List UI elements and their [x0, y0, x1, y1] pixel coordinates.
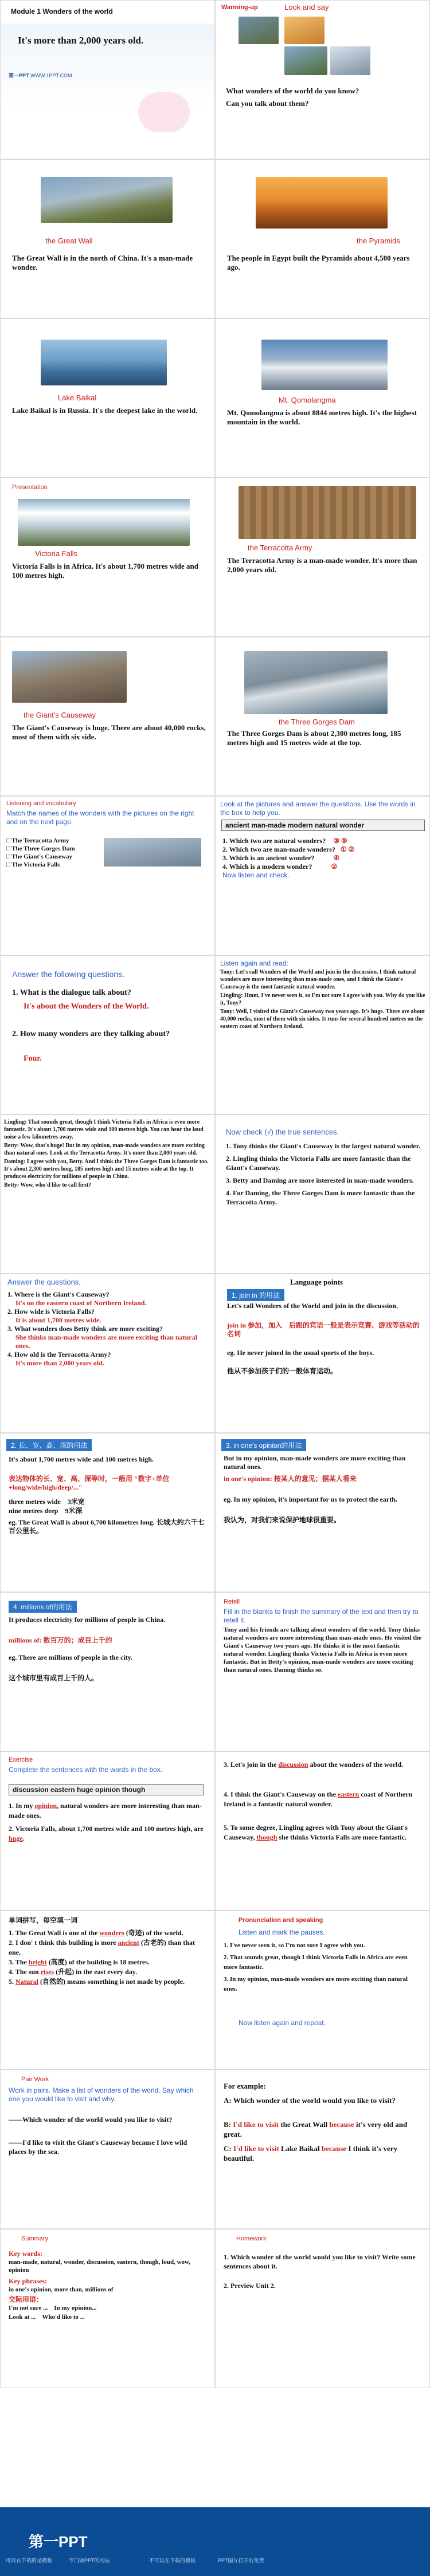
exercise-item-3: 3. Let's join in the discussion about the wonders of the world. — [224, 1760, 404, 1768]
pair-work-instruction: Work in pairs. Make a list of wonders of the world. Say which one you would like to visit and why. — [9, 2086, 194, 2103]
slide-exercise-1 — [0, 1751, 215, 1911]
slide-language-points-2 — [0, 1433, 215, 1592]
listening-tag: Listening and vocabulary — [6, 800, 76, 807]
slide-pair-work — [0, 2070, 215, 2229]
spelling-item: 2. I don' t think this building is more ancient (古老的) than that one. — [9, 1939, 195, 1956]
retell-tag: Retell — [224, 1598, 240, 1605]
slide-great-wall — [0, 159, 215, 318]
exercise-item-2: 2. Victoria Falls, about 1,700 metres wide and 100 metres high, are huge. — [9, 1825, 204, 1842]
join-in-eg: eg. He never joined in the usual sports of the boys. — [227, 1349, 374, 1357]
warming-question-2: Can you talk about them? — [226, 99, 309, 108]
three-gorges-dam-desc: The Three Gorges Dam is about 2,300 metres long, 185 metres high and 15 metres wide at the top. — [227, 729, 401, 747]
opinion-explain: in one's opinion: 按某人的意见；据某人看来 — [224, 1475, 357, 1483]
dimension-tag: 2. 长、宽、高、深的用法 — [6, 1439, 92, 1451]
slide-answer-questions — [0, 955, 215, 1114]
pyramids-label: the Pyramids — [357, 237, 400, 245]
warming-up-tag: Warming-up — [221, 4, 258, 11]
dimension-explain: 表达物体的长、宽、高、深等时，一般用 "数字+单位+long/wide/high/deep/..." — [9, 1475, 170, 1491]
great-wall-image — [41, 177, 173, 223]
slide-language-points-1 — [215, 1274, 430, 1433]
wonder-thumbnail-1 — [239, 17, 279, 44]
question-2: 2. Which two are man-made wonders? ① ② — [222, 845, 355, 853]
slide-retell — [215, 1592, 430, 1751]
question: 3. What wonders does Betty think are more exciting? — [7, 1325, 163, 1333]
millions-eg-cn: 这个城市里有成百上千的人。 — [9, 1674, 99, 1682]
giants-causeway-label: the Giant's Causeway — [24, 711, 96, 719]
dialogue-question-2: 2. How many wonders are they talking about? — [12, 1030, 170, 1038]
join-in-explain: join in 参加，加入 后跟的宾语一般是表示竞赛、游戏等活动的名词 — [227, 1321, 420, 1338]
true-sentence: 1. Tony thinks the Giant's Causeway is the largest natural wonder. — [226, 1142, 420, 1150]
key-phrases: in one's opinion, more than, millions of — [9, 2286, 114, 2293]
join-in-tag: 1. join in 的用法 — [227, 1289, 284, 1301]
answer: It is about 1,700 metres wide. — [15, 1316, 101, 1324]
exercise-instruction: Complete the sentences with the words in the box. — [9, 1766, 163, 1774]
module-label: Module 1 Wonders of the world — [11, 7, 113, 15]
wonder-thumbnail-3 — [284, 46, 327, 75]
example-c: C: I'd like to visit Lake Baikal because I think it's very beautiful. — [224, 2144, 398, 2163]
slide-lake-baikal — [0, 318, 215, 478]
pause-sentence: 1. I've never seen it, so I'm not sure I agree with you. — [224, 1942, 365, 1949]
communication-1: I'm not sure ... In my opinion... — [9, 2305, 97, 2311]
pair-work-tag: Pair Work — [21, 2076, 49, 2083]
retell-instruction: Fill in the blanks to finish the summary of the text and then try to retell it. — [224, 1608, 419, 1624]
slide-language-points-4 — [0, 1592, 215, 1751]
homework-2: 2. Preview Unit 2. — [224, 2282, 276, 2290]
homework-tag: Homework — [236, 2235, 267, 2242]
slide-listen-again — [215, 955, 430, 1114]
true-sentence: 3. Betty and Daming are more interested in man-made wonders. — [226, 1176, 414, 1184]
slide-qomolangma — [215, 318, 430, 478]
spelling-item: 1. The Great Wall is one of the wonders (奇迹) of the world. — [9, 1929, 183, 1937]
lake-baikal-desc: Lake Baikal is in Russia. It's the deepest lake in the world. — [12, 406, 198, 415]
millions-eg: eg. There are millions of people in the city. — [9, 1653, 132, 1661]
opinion-tag: 3. in one's opinion的用法 — [221, 1439, 306, 1451]
victoria-falls-desc: Victoria Falls is in Africa. It's about 1,700 metres wide and 100 metres high. — [12, 562, 198, 580]
giants-causeway-image — [12, 651, 127, 703]
millions-explain: millions of: 数百万的；成百上千的 — [9, 1636, 112, 1644]
three-gorges-dam-label: the Three Gorges Dam — [279, 718, 355, 726]
pair-work-question: ——Which wonder of the world would you like to visit? — [9, 2116, 173, 2124]
join-in-eg-cn: 他从不参加孩子们的一般体育运动。 — [227, 1367, 338, 1375]
footer-caption-2: 专门做PPT的网站 — [69, 2558, 110, 2563]
terracotta-army-label: the Terracotta Army — [248, 543, 312, 552]
pronunciation-title: Pronunciation and speaking — [239, 1917, 323, 1924]
communication-2: Look at ... Who'd like to ... — [9, 2314, 85, 2321]
giants-causeway-desc: The Giant's Causeway is huge. There are about 40,000 rocks, most of them with six side. — [12, 723, 206, 741]
pyramids-image — [256, 177, 388, 229]
example-a: A: Which wonder of the world would you like to visit? — [224, 2096, 396, 2105]
look-answer-instruction: Look at the pictures and answer the questions. Use the words in the box to help you. — [220, 800, 416, 817]
answer: She thinks man-made wonders are more exciting than natural ones. — [15, 1333, 197, 1350]
slide-terracotta-army — [215, 478, 430, 637]
slide-answer-questions-2 — [0, 1274, 215, 1433]
slide-look-answer — [215, 796, 430, 955]
retell-summary: Tony and his friends are talking about wonders of the world. Tony thinks natural wonders are more interesting than man-made ones. He visited the Giant's Causeway two years ago. He thinks it is the most fantastic natural wonder. Lingling thinks Victoria Falls in Africa is even more fantastic. But in Betty's opinion, man-made wonders are more exciting than natural ones. Daming thinks so. — [224, 1626, 421, 1673]
listening-instruction: Match the names of the wonders with the pictures on the right and on the next page. — [6, 809, 194, 826]
victoria-falls-image — [18, 499, 190, 546]
key-phrases-label: Key phrases: — [9, 2277, 47, 2285]
join-in-example: Let's call Wonders of the World and join in the discussion. — [227, 1302, 398, 1310]
match-item: □ The Terracotta Army — [6, 837, 69, 844]
example-b: B: I'd like to visit the Great Wall because it's very old and great. — [224, 2120, 408, 2138]
terracotta-army-image — [239, 486, 416, 539]
dimension-example: It's about 1,700 metres wide and 100 metres high. — [9, 1455, 154, 1463]
look-and-say-header: Look and say — [284, 3, 329, 11]
great-wall-label: the Great Wall — [45, 237, 93, 245]
millions-tag: 4. millions of的用法 — [9, 1601, 77, 1613]
wonder-thumbnail-2 — [284, 17, 325, 44]
spelling-item: 3. The height (高度) of the building is 18 metres. — [9, 1958, 150, 1966]
victoria-falls-label: Victoria Falls — [35, 549, 78, 558]
wonder-thumbnail-4 — [330, 46, 370, 75]
footer-caption-3: 不可以在下载的模板 — [149, 2558, 196, 2563]
match-image — [104, 838, 201, 866]
match-item: □ The Victoria Falls — [6, 861, 60, 868]
answer-questions-title: Answer the following questions. — [12, 970, 125, 979]
dialogue-answer-1: It's about the Wonders of the World. — [24, 1002, 149, 1011]
listen-again-title: Listen again and read: — [220, 959, 288, 967]
footer-caption-4: PPT图片打开后免费 — [218, 2558, 264, 2563]
slide-true-sentences — [215, 1114, 430, 1274]
exercise-tag: Exercise — [9, 1756, 33, 1763]
ppt-logo: 第一PPT WWW.1PPT.COM — [9, 73, 72, 78]
exercise-item-4: 4. I think the Giant's Causeway on the eastern coast of Northern Ireland is a fantastic natural wonder. — [224, 1790, 413, 1808]
spelling-item: 4. The sun rises (升起) in the east every day. — [9, 1968, 138, 1976]
summary-tag: Summary — [21, 2235, 49, 2242]
opinion-eg: eg. In my opinion, it's important for us to protect the earth. — [224, 1495, 397, 1503]
lake-baikal-label: Lake Baikal — [58, 393, 97, 402]
slide-homework — [215, 2229, 430, 2388]
slide-warming-up — [215, 0, 430, 159]
slide-spelling — [0, 1911, 215, 2070]
spelling-item: 5. Natural (自然的) means something is not made by people. — [9, 1978, 185, 1986]
match-item: □ The Three Gorges Dam — [6, 845, 75, 852]
dimension-rule-2: nine metres deep 9米深 — [9, 1507, 83, 1515]
slide-language-points-3 — [215, 1433, 430, 1592]
match-list — [6, 837, 75, 869]
answer-questions-title-2: Answer the questions. — [7, 1278, 81, 1286]
slide-listening-vocab — [0, 796, 215, 955]
dialogue-question-1: 1. What is the dialogue talk about? — [12, 988, 131, 997]
pyramids-desc: The people in Egypt built the Pyramids about 4,500 years ago. — [227, 254, 410, 271]
opinion-example: But in my opinion, man-made wonders are more exciting than natural ones. — [224, 1454, 406, 1471]
qomolangma-label: Mt. Qomolangma — [279, 396, 336, 404]
pair-work-answer: ——I'd like to visit the Giant's Causeway because I love wild places by the sea. — [9, 2138, 187, 2156]
slide-pronunciation — [215, 1911, 430, 2070]
slide-exercise-2 — [215, 1751, 430, 1911]
cartoon-pig-icon — [138, 92, 190, 132]
dialogue-part-1: Tony: Let's call Wonders of the World and join in the discussion. I think natural wonders are more interesting than man-made ones, and I think the Giant's Causeway is the most fantastic natural wonder. Lingling: Hmm, I've never seen it, so I'm not sure I agree with you. Why do you like it, Tony? Tony: Well, I visited the Giant's Causeway two years ago. It's huge. There are about 40,000 rocks, most of them with six sides. It runs for several hundred metres on the eastern coast of Northern Ireland. — [220, 969, 425, 1030]
qomolangma-image — [261, 340, 388, 390]
communication-label: 交际用语： — [9, 2295, 44, 2303]
question: 2. How wide is Victoria Falls? — [7, 1307, 95, 1315]
millions-example: It produces electricity for millions of people in China. — [9, 1616, 166, 1624]
slide-title-text: It's more than 2,000 years old. — [18, 35, 144, 46]
exercise-word-box: discussion eastern huge opinion though — [9, 1784, 204, 1795]
pause-sentence: 3. In my opinion, man-made wonders are more exciting than natural ones. — [224, 1976, 408, 1992]
slide-summary — [0, 2229, 215, 2388]
true-sentences-title: Now check (√) the true sentences. — [226, 1128, 339, 1136]
dimension-rule-1: three metres wide 3米宽 — [9, 1498, 85, 1506]
question-3: 3. Which is an ancient wonder? ④ — [222, 854, 340, 862]
key-words-label: Key words: — [9, 2250, 42, 2258]
slide-victoria-falls — [0, 478, 215, 637]
opinion-eg-cn: 我认为，对我们来说保护地球很重要。 — [224, 1516, 341, 1524]
pronunciation-sub: Listen and mark the pauses. — [239, 1928, 325, 1936]
slide-title — [0, 0, 215, 159]
three-gorges-dam-image — [244, 651, 388, 714]
answer: It's more than 2,000 years old. — [15, 1359, 104, 1367]
dialogue-part-2: Lingling: That sounds great, though I think Victoria Falls in Africa is even more fantastic. It's about 1,700 metres wide and 100 metres high. You can hear the loud noise a few kilometres away. Betty: Wow, that's huge! But in my opinion, man-made wonders are more exciting than natural ones. Look at the Terracotta Army. It's more than 2,000 years old. Daming: I agree with you, Betty. And I think the Three Gorges Dam is fantastic too. It's about 2,300 metres long, 185 metres high and 15 metres wide at the top. It produces electricity for millions of people in China. Betty: Wow, who'd like to call first? — [4, 1119, 209, 1188]
qomolangma-desc: Mt. Qomolangma is about 8844 metres high. It's the highest mountain in the world. — [227, 408, 417, 426]
exercise-item-5: 5. To some degree, Lingling agrees with Tony about the Giant's Causeway, though she thinks Victoria Falls are more fantastic. — [224, 1823, 408, 1841]
language-points-title: Language points — [290, 1278, 343, 1286]
footer-caption-1: 可以在下载的是模板 — [6, 2558, 53, 2563]
word-box: ancient man-made modern natural wonder — [221, 820, 425, 831]
warming-question-1: What wonders of the world do you know? — [226, 86, 359, 95]
question-1: 1. Which two are natural wonders? ③ ⑤ — [222, 837, 347, 845]
slide-dialogue-part-2 — [0, 1114, 215, 1274]
lake-baikal-image — [41, 340, 167, 385]
slide-pyramids — [215, 159, 430, 318]
for-example-title: For example: — [224, 2082, 266, 2090]
great-wall-desc: The Great Wall is in the north of China. It's a man-made wonder. — [12, 254, 193, 271]
match-item: □ The Giant's Causeway — [6, 853, 72, 860]
exercise-item-1: 1. In my opinion, natural wonders are more interesting than man-made ones. — [9, 1802, 202, 1819]
dimension-eg: eg. The Great Wall is about 6,700 kilometres long. 长城大约六千七百公里长。 — [9, 1518, 205, 1535]
pause-sentence: 2. That sounds great, though I think Victoria Falls in Africa are even more fantastic. — [224, 1954, 408, 1971]
listen-check: Now listen and check. — [222, 871, 290, 879]
spelling-title: 单词拼写，每空填一词 — [9, 1916, 78, 1924]
presentation-tag: Presentation — [12, 484, 48, 491]
terracotta-army-desc: The Terracotta Army is a man-made wonder. It's more than 2,000 years old. — [227, 556, 417, 574]
footer-banner — [0, 2507, 430, 2576]
true-sentence: 2. Lingling thinks the Victoria Falls are more fantastic than the Giant's Causeway. — [226, 1155, 411, 1172]
question-4: 4. Which is a modern wonder? ② — [222, 862, 338, 871]
question: 4. How old is the Terracotta Army? — [7, 1350, 111, 1358]
key-words: man-made, natural, wonder, discussion, eastern, though, loud, wow, opinion — [9, 2259, 191, 2274]
slide-for-example — [215, 2070, 430, 2229]
pronunciation-repeat: Now listen again and repeat. — [239, 2019, 326, 2027]
answer: It's on the eastern coast of Northern Ireland. — [15, 1299, 147, 1307]
question: 1. Where is the Giant's Causeway? — [7, 1290, 110, 1298]
slide-giants-causeway — [0, 637, 215, 796]
true-sentence: 4. For Daming, the Three Gorges Dam is more fantastic than the Terracotta Army. — [226, 1189, 415, 1206]
slide-three-gorges-dam — [215, 637, 430, 796]
homework-1: 1. Which wonder of the world would you like to visit? Write some sentences about it. — [224, 2253, 416, 2270]
footer-logo: 第一PPT — [29, 2533, 88, 2550]
dialogue-answer-2: Four. — [24, 1054, 42, 1063]
